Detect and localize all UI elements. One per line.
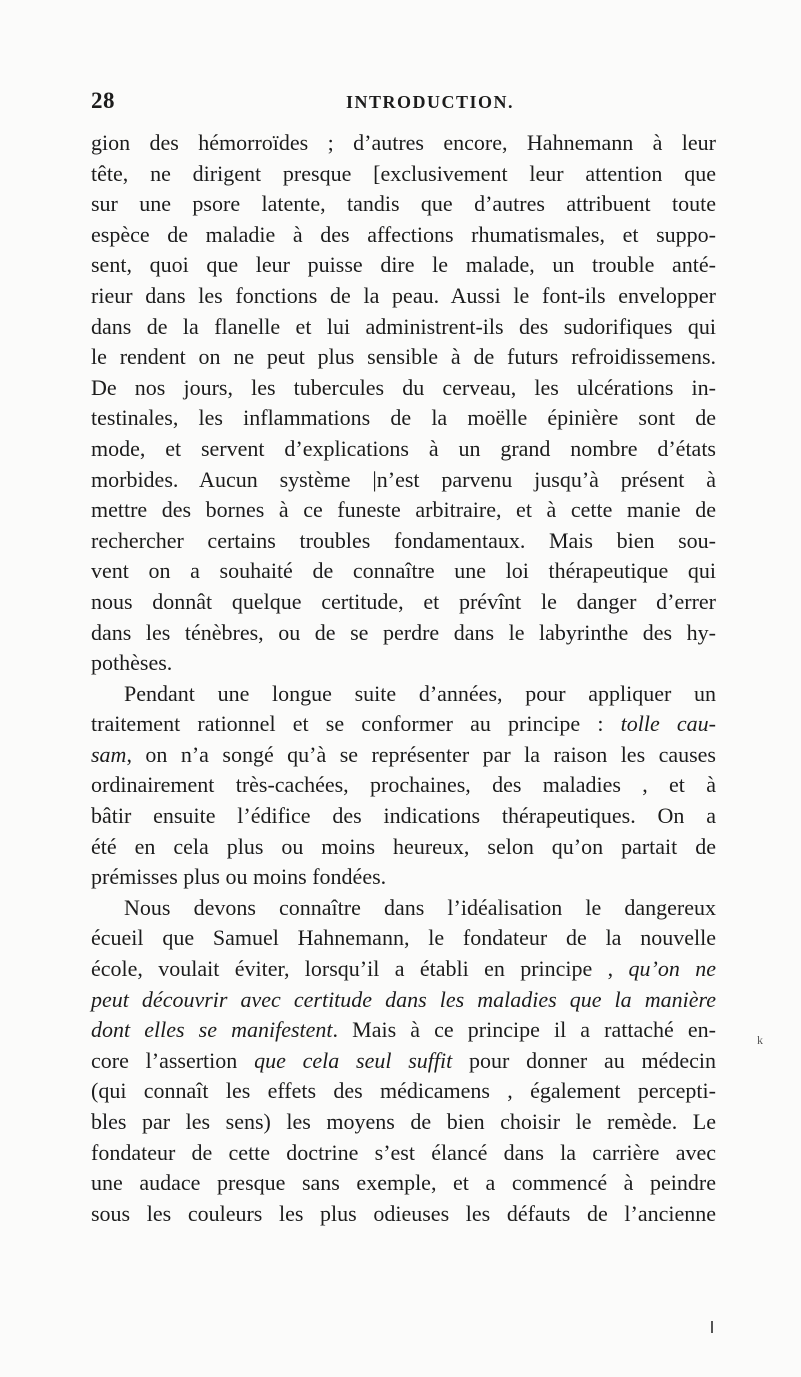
text-line: (qui connaît les effets des médicamens , également percepti-	[91, 1078, 716, 1104]
text-line: dans de la flanelle et lui administrent-ils des sudorifiques qui	[91, 313, 716, 339]
text-line: espèce de maladie à des affections rhumatismales, et suppo-	[91, 221, 716, 247]
text-line	[91, 709, 716, 740]
text-line: dans les ténèbres, ou de se perdre dans le labyrinthe des hy-	[91, 619, 716, 645]
running-title: INTRODUCTION.	[346, 92, 515, 112]
text-line	[91, 954, 716, 985]
italic-phrase: que cela seul suffit	[254, 1047, 453, 1073]
italic-phrase: tolle cau-	[620, 711, 716, 737]
italic-phrase: qu’on ne	[628, 956, 717, 982]
text-span: core l’assertion	[91, 1047, 238, 1073]
text-span: , on n’a songé qu’à se représenter par la raison les causes	[126, 741, 716, 767]
page-number: 28	[91, 88, 115, 113]
text-line: ordinairement très-cachées, prochaines, des maladies , et à	[91, 772, 716, 798]
text-line: mode, et servent d’explications à un grand nombre d’états	[91, 435, 716, 461]
text-line: morbides. Aucun système |n’est parvenu jusqu’à présent à	[91, 466, 716, 492]
text-line	[91, 1046, 716, 1077]
italic-phrase: dont elles se manifestent	[91, 1017, 333, 1043]
text-line: prémisses plus ou moins fondées.	[91, 864, 387, 890]
text-line: sent, quoi que leur puisse dire le malade, un trouble anté-	[91, 252, 716, 278]
text-line	[91, 1015, 716, 1046]
page-header	[91, 88, 711, 122]
text-span: traitement rationnel et se conformer au principe :	[91, 711, 604, 737]
text-span: . Mais à ce principe il a rattaché en-	[332, 1017, 716, 1043]
text-line: une audace presque sans exemple, et a commencé à peindre	[91, 1170, 716, 1196]
text-line: nous donnât quelque certitude, et prévînt le danger d’errer	[91, 588, 716, 614]
text-span: pour donner au médecin	[469, 1047, 717, 1073]
text-line: pothèses.	[91, 650, 173, 676]
text-line: Pendant une longue suite d’années, pour appliquer un	[124, 680, 716, 706]
body-text	[91, 128, 716, 1229]
text-line: vent on a souhaité de connaître une loi thérapeutique qui	[91, 558, 716, 584]
text-line: fondateur de cette doctrine s’est élancé dans la carrière avec	[91, 1139, 716, 1165]
printer-mark	[711, 1321, 713, 1333]
text-line: tête, ne dirigent presque [exclusivement leur attention que	[91, 160, 716, 186]
text-line: testinales, les inflammations de la moëlle épinière sont de	[91, 405, 716, 431]
text-line: rechercher certains troubles fondamentaux. Mais bien sou-	[91, 527, 716, 553]
text-line: écueil que Samuel Hahnemann, le fondateur de la nouvelle	[91, 925, 716, 951]
text-line	[91, 740, 716, 771]
text-line: Nous devons connaître dans l’idéalisation le dangereux	[124, 894, 716, 920]
text-line: De nos jours, les tubercules du cerveau, les ulcérations in-	[91, 374, 716, 400]
text-line: gion des hémorroïdes ; d’autres encore, Hahnemann à leur	[91, 130, 716, 155]
text-line: mettre des bornes à ce funeste arbitraire, et à cette manie de	[91, 497, 716, 523]
text-span: école, voulait éviter, lorsqu’il a établi en principe ,	[91, 956, 614, 982]
text-line: peut découvrir avec certitude dans les maladies que la manière	[91, 986, 716, 1012]
text-line: bâtir ensuite l’édifice des indications thérapeutiques. On a	[91, 803, 716, 829]
text-line: rieur dans les fonctions de la peau. Aussi le font-ils envelopper	[91, 282, 716, 308]
text-line: sous les couleurs les plus odieuses les défauts de l’ancienne	[91, 1200, 716, 1226]
text-line: le rendent on ne peut plus sensible à de futurs refroidissemens.	[91, 344, 716, 370]
text-line: bles par les sens) les moyens de bien choisir le remède. Le	[91, 1109, 716, 1134]
text-line: sur une psore latente, tandis que d’autres attribuent toute	[91, 191, 716, 217]
text-line: été en cela plus ou moins heureux, selon qu’on partait de	[91, 833, 716, 859]
italic-phrase: sam	[91, 741, 127, 767]
margin-mark: k	[757, 1033, 763, 1047]
